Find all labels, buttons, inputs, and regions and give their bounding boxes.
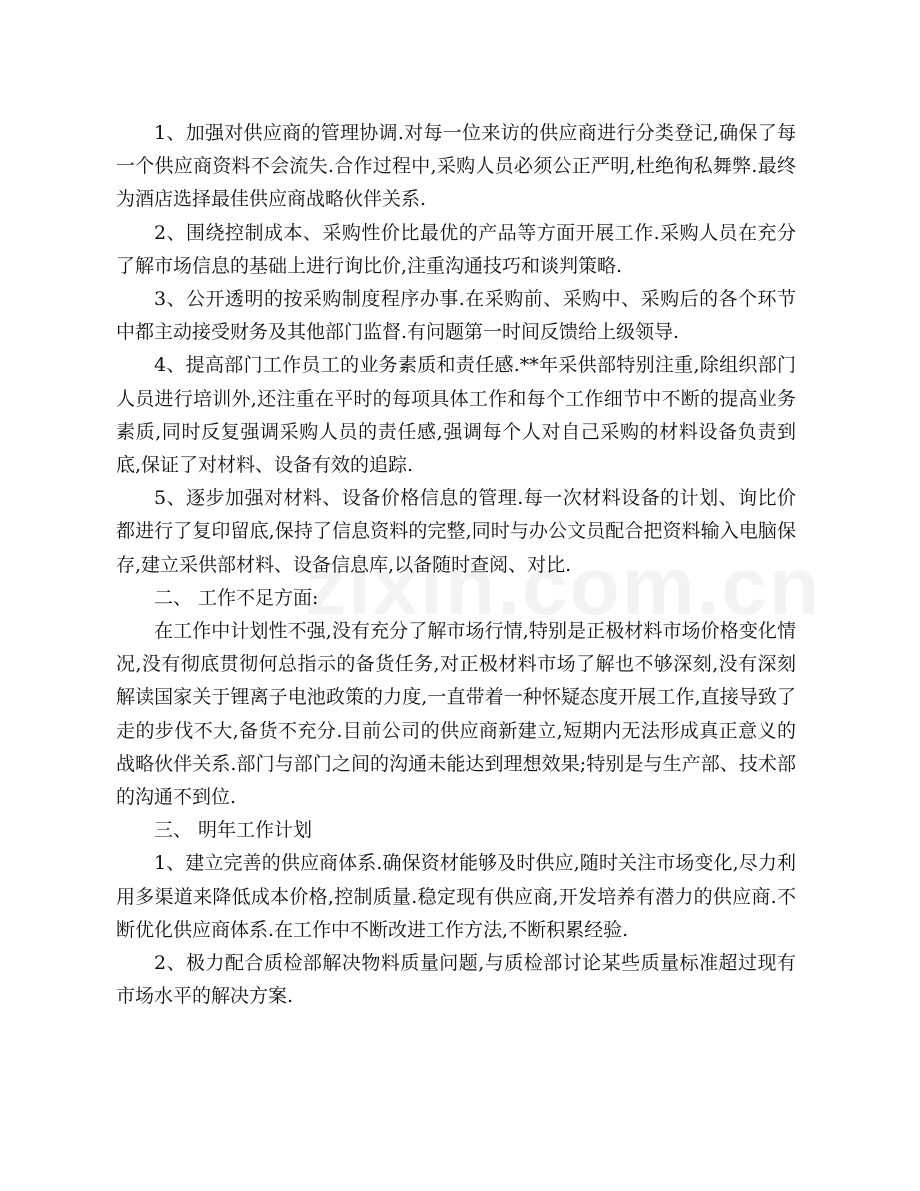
document-body [116,117,796,1013]
paragraph-2: 2、围绕控制成本、采购性价比最优的产品等方面开展工作.采购人员在充分了解市场信息的基础上进行询比价,注重沟通技巧和谈判策略. [116,221,796,277]
paragraph-shortcomings: 在工作中计划性不强,没有充分了解市场行情,特别是正极材料市场价格变化情况,没有彻底贯彻何总指示的备货任务,对正极材料市场了解也不够深刻,没有深刻解读国家关于锂离子电池政策的力度,一直带着一种怀疑态度开展工作,直接导致了走的步伐不大,备货不充分.目前公司的供应商新建立,短期内无法形成真正意义的战略伙伴关系.部门与部门之间的沟通未能达到理想效果;特别是与生产部、技术部的沟通不到位. [116,620,796,809]
section-heading-next-year-plan: 三、 明年工作计划 [154,819,313,842]
paragraph-4: 4、提高部门工作员工的业务素质和责任感.**年采供部特别注重,除组织部门人员进行培训外,还注重在平时的每项具体工作和每个工作细节中不断的提高业务素质,同时反复强调采购人员的责任感,强调每个人对自己采购的材料设备负责到底,保证了对材料、设备有效的追踪. [116,354,796,477]
paragraph-plan-2: 2、极力配合质检部解决物料质量问题,与质检部讨论某些质量标准超过现有市场水平的解决方案. [116,952,796,1008]
paragraph-plan-1: 1、建立完善的供应商体系.确保资材能够及时供应,随时关注市场变化,尽力利用多渠道来降低成本价格,控制质量.稳定现有供应商,开发培养有潜力的供应商.不断优化供应商体系.在工作中不断改进工作方法,不断积累经验. [116,852,796,941]
paragraph-1: 1、加强对供应商的管理协调.对每一位来访的供应商进行分类登记,确保了每一个供应商资料不会流失.合作过程中,采购人员必须公正严明,杜绝徇私舞弊.最终为酒店选择最佳供应商战略伙伴关系. [116,122,796,211]
paragraph-3: 3、公开透明的按采购制度程序办事.在采购前、采购中、采购后的各个环节中都主动接受财务及其他部门监督.有问题第一时间反馈给上级领导. [116,288,796,344]
section-heading-shortcomings: 二、 工作不足方面: [154,586,319,609]
paragraph-5: 5、逐步加强对材料、设备价格信息的管理.每一次材料设备的计划、询比价都进行了复印留底,保持了信息资料的完整,同时与办公文员配合把资料输入电脑保存,建立采供部材料、设备信息库,以备随时查阅、对比. [116,487,796,576]
